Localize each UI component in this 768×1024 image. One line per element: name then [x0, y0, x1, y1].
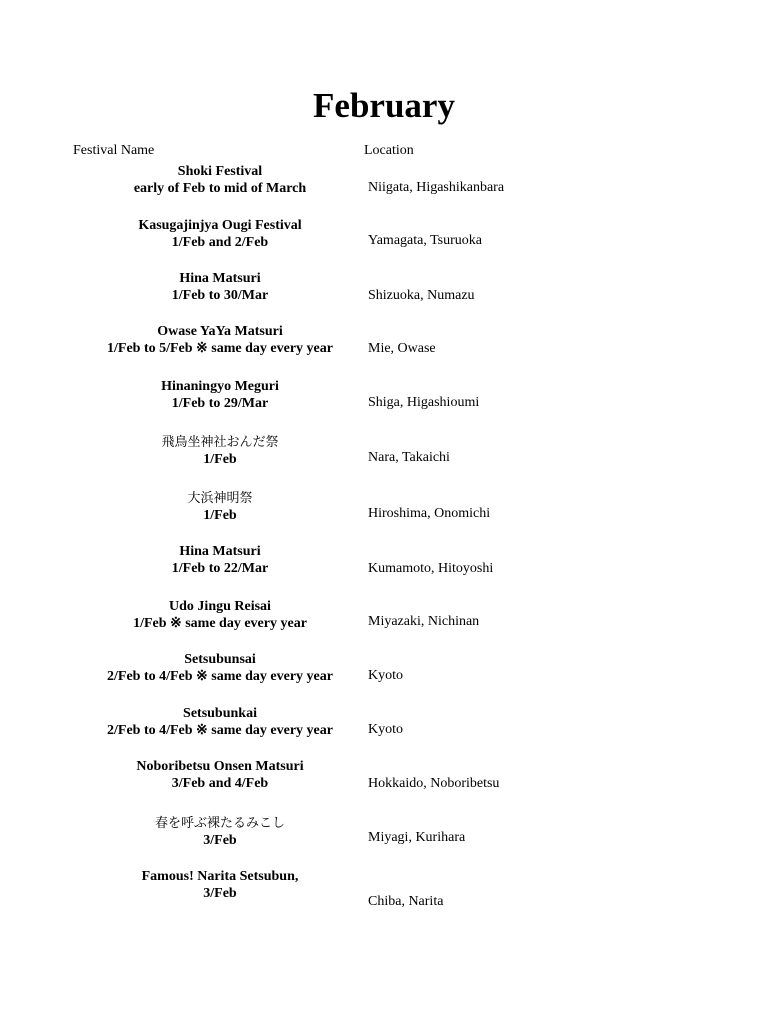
- festival-name: Setsubunkai: [183, 706, 257, 721]
- festival-location: Miyagi, Kurihara: [368, 830, 466, 845]
- festival-dates: 3/Feb: [203, 886, 237, 901]
- festival-dates: 1/Feb to 5/Feb ※ same day every year: [107, 341, 333, 356]
- festival-name: 春を呼ぶ裸たるみこし: [154, 816, 285, 831]
- festival-dates: 1/Feb to 29/Mar: [171, 396, 269, 411]
- festival-location: Kumamoto, Hitoyoshi: [368, 561, 494, 576]
- festival-dates: 2/Feb to 4/Feb ※ same day every year: [107, 723, 333, 738]
- festival-name: Hinaningyo Meguri: [161, 379, 279, 394]
- festival-dates: 1/Feb: [203, 452, 237, 467]
- festival-entry: [60, 434, 380, 468]
- festival-location: Hokkaido, Noboribetsu: [368, 776, 500, 791]
- festival-dates: 1/Feb to 30/Mar: [171, 288, 269, 303]
- festival-dates: 1/Feb ※ same day every year: [133, 616, 307, 631]
- festival-entry: [60, 868, 380, 902]
- festival-name: Owase YaYa Matsuri: [157, 324, 283, 339]
- festival-name: Noboribetsu Onsen Matsuri: [136, 759, 304, 774]
- festival-name: Shoki Festival: [177, 164, 263, 179]
- festival-entry: [60, 651, 380, 685]
- festival-name: Udo Jingu Reisai: [169, 599, 271, 614]
- festival-entry: [60, 598, 380, 632]
- festival-entry: [60, 323, 380, 357]
- festival-location: Nara, Takaichi: [368, 450, 450, 465]
- festival-dates: 3/Feb and 4/Feb: [171, 776, 269, 791]
- festival-location: Yamagata, Tsuruoka: [368, 233, 482, 248]
- festival-location: Shiga, Higashioumi: [368, 395, 480, 410]
- festival-name: Famous! Narita Setsubun,: [141, 869, 299, 884]
- festival-dates: 1/Feb to 22/Mar: [171, 561, 269, 576]
- festival-name: Kasugajinjya Ougi Festival: [138, 218, 302, 233]
- festival-location: Shizuoka, Numazu: [368, 288, 475, 303]
- festival-name: Setsubunsai: [184, 652, 256, 667]
- festival-location: Mie, Owase: [368, 341, 436, 356]
- festival-location: Kyoto: [368, 722, 403, 737]
- festival-entry: [60, 543, 380, 577]
- page-title: February: [313, 86, 455, 125]
- festival-dates: 2/Feb to 4/Feb ※ same day every year: [107, 669, 333, 684]
- festival-name: Hina Matsuri: [179, 544, 261, 559]
- festival-entry: [60, 758, 380, 792]
- festival-entry: [60, 815, 380, 849]
- festival-location: Niigata, Higashikanbara: [368, 180, 505, 195]
- festival-entry: [60, 378, 380, 412]
- festival-entry: [60, 490, 380, 524]
- festival-location: Chiba, Narita: [368, 894, 444, 909]
- location-header: Location: [364, 143, 414, 158]
- festival-name-header: Festival Name: [73, 143, 155, 158]
- festival-name: 大浜神明祭: [187, 491, 253, 506]
- festival-name: Hina Matsuri: [179, 271, 261, 286]
- festival-entry: [60, 217, 380, 251]
- festival-location: Miyazaki, Nichinan: [368, 614, 480, 629]
- festival-entry: [60, 163, 380, 197]
- festival-dates: early of Feb to mid of March: [133, 181, 307, 196]
- festival-entry: [60, 270, 380, 304]
- festival-name: 飛鳥坐神社おんだ祭: [161, 435, 279, 450]
- festival-entry: [60, 705, 380, 739]
- festival-dates: 3/Feb: [203, 833, 237, 848]
- festival-dates: 1/Feb: [203, 508, 237, 523]
- festival-location: Kyoto: [368, 668, 403, 683]
- festival-dates: 1/Feb and 2/Feb: [171, 235, 269, 250]
- festival-location: Hiroshima, Onomichi: [368, 506, 491, 521]
